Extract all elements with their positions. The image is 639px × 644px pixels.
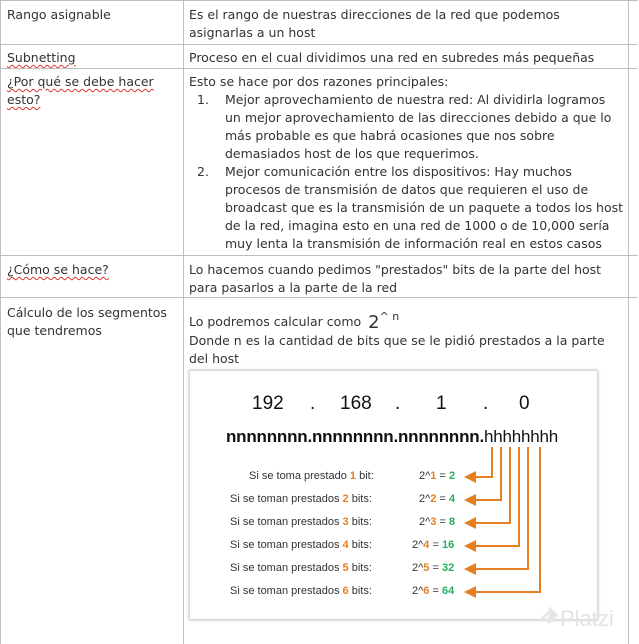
- line-n: 6: [342, 585, 349, 597]
- line-n: 5: [342, 562, 349, 574]
- pow-pre: 2^: [419, 516, 431, 528]
- bit-arrows: [190, 371, 597, 619]
- desc-cell: Lo hacemos cuando pedimos "prestados" bits de la parte del host para pasarlos a la parte de la red: [189, 262, 602, 295]
- term-text: ¿Por qué se debe hacer esto?: [7, 74, 154, 107]
- line-pre: Si se toman prestados: [230, 493, 343, 505]
- line-n: 2: [342, 493, 349, 505]
- desc-cell: Proceso en el cual dividimos una red en subredes más pequeñas: [189, 50, 595, 65]
- pow-result: 8: [448, 516, 456, 528]
- list-number: 1.: [197, 92, 209, 107]
- pow-n: 4: [423, 539, 430, 551]
- pow-result: 32: [441, 562, 455, 574]
- ip-dot: .: [395, 393, 401, 414]
- network-bits: nnnnnnnn.nnnnnnnn.nnnnnnnn.: [226, 427, 484, 446]
- term-text: Subnetting: [7, 50, 76, 65]
- term-cell: [7, 49, 177, 67]
- desc-cell: Es el rango de nuestras direcciones de la red que podemos asignarlas a un host: [189, 7, 560, 40]
- table-row: [0, 297, 638, 298]
- pow-eq: =: [429, 585, 442, 597]
- pow-eq: =: [429, 562, 442, 574]
- line-pre: Si se toma prestado: [249, 470, 350, 482]
- term-text: ¿Cómo se hace?: [7, 262, 109, 277]
- line-post: bits:: [348, 493, 372, 505]
- pow-n: 3: [430, 516, 437, 528]
- list-number: 2.: [197, 164, 209, 179]
- ip-octet: 192: [252, 393, 284, 414]
- line-pre: Si se toman prestados: [230, 539, 343, 551]
- list-text: Mejor comunicación entre los dispositivos: Hay muchos procesos de transmisión de datos que requieren el uso de broadcast que es la transmisión de un paquete a todos los host de la red, imagina esto en una red de 1000 o de 10,000 sería muy lenta la transmisión de información real en estos casos: [225, 164, 624, 251]
- line-n: 3: [342, 516, 349, 528]
- table-row: [0, 255, 638, 256]
- line-post: bits:: [348, 516, 372, 528]
- pow-n: 2: [430, 493, 437, 505]
- pow-n: 5: [423, 562, 430, 574]
- pow-eq: =: [436, 516, 449, 528]
- platzi-logo-icon: [538, 604, 560, 630]
- pow-eq: =: [436, 470, 449, 482]
- watermark-text: Platzi: [560, 606, 614, 631]
- arrow-bit-2: [466, 447, 501, 500]
- pow-pre: 2^: [419, 493, 431, 505]
- pow-n: 6: [423, 585, 430, 597]
- subnetting-diagram: [189, 370, 598, 620]
- line-pre: Si se toman prestados: [230, 516, 343, 528]
- line-pre: Si se toman prestados: [230, 562, 343, 574]
- pow-pre: 2^: [412, 562, 424, 574]
- host-bits: hhhhhhhh: [484, 427, 559, 446]
- pow-pre: 2^: [419, 470, 431, 482]
- reasons-list: [189, 91, 624, 253]
- platzi-watermark: [538, 604, 614, 632]
- ip-dot: .: [483, 393, 489, 414]
- pow-n: 1: [430, 470, 437, 482]
- table-border-left: [0, 0, 1, 644]
- list-item: [189, 91, 624, 163]
- line-n: 1: [349, 470, 357, 482]
- list-text: Mejor aprovechamiento de nuestra red: Al dividirla logramos un mejor aprovechamiento de las direcciones debido a que lo más probable es que habrá ocasiones que nos sobre demasiados host de los que requerimos.: [225, 92, 612, 161]
- pow-result: 16: [441, 539, 455, 551]
- term-cell: Cálculo de los segmentos que tendremos: [7, 305, 167, 338]
- line-post: bit:: [356, 470, 374, 482]
- line-post: bits:: [348, 562, 372, 574]
- formula-explanation: Donde n es la cantidad de bits que se le pidió prestados a la parte del host: [189, 333, 605, 366]
- term-cell: [7, 261, 177, 279]
- term-cell: [7, 73, 177, 109]
- arrow-bit-1: [466, 447, 492, 477]
- formula-base: 2: [368, 312, 380, 333]
- line-post: bits:: [348, 585, 372, 597]
- table-row: [0, 68, 638, 69]
- pow-result: 2: [448, 470, 456, 482]
- line-n: 4: [342, 539, 349, 551]
- formula-intro: Lo podremos calcular como: [189, 314, 362, 329]
- pow-result: 4: [448, 493, 456, 505]
- line-post: bits:: [348, 539, 372, 551]
- formula-line: [189, 308, 624, 332]
- formula-exponent: ^ n: [379, 310, 400, 323]
- column-divider: [183, 0, 184, 644]
- pow-result: 64: [441, 585, 455, 597]
- ip-octet: 168: [340, 393, 372, 414]
- intro-text: Esto se hace por dos razones principales:: [189, 74, 449, 89]
- arrow-bit-3: [466, 447, 510, 523]
- table-row: [0, 44, 638, 45]
- list-item: [189, 163, 624, 253]
- pow-eq: =: [429, 539, 442, 551]
- pow-eq: =: [436, 493, 449, 505]
- desc-cell: [189, 308, 624, 368]
- term-cell: Rango asignable: [7, 7, 111, 22]
- desc-cell: [189, 73, 624, 253]
- line-pre: Si se toman prestados: [230, 585, 343, 597]
- ip-octet: 1: [436, 393, 447, 414]
- pow-pre: 2^: [412, 585, 424, 597]
- ip-octet: 0: [519, 393, 530, 414]
- table-border-right: [628, 0, 629, 644]
- pow-pre: 2^: [412, 539, 424, 551]
- ip-dot: .: [310, 393, 316, 414]
